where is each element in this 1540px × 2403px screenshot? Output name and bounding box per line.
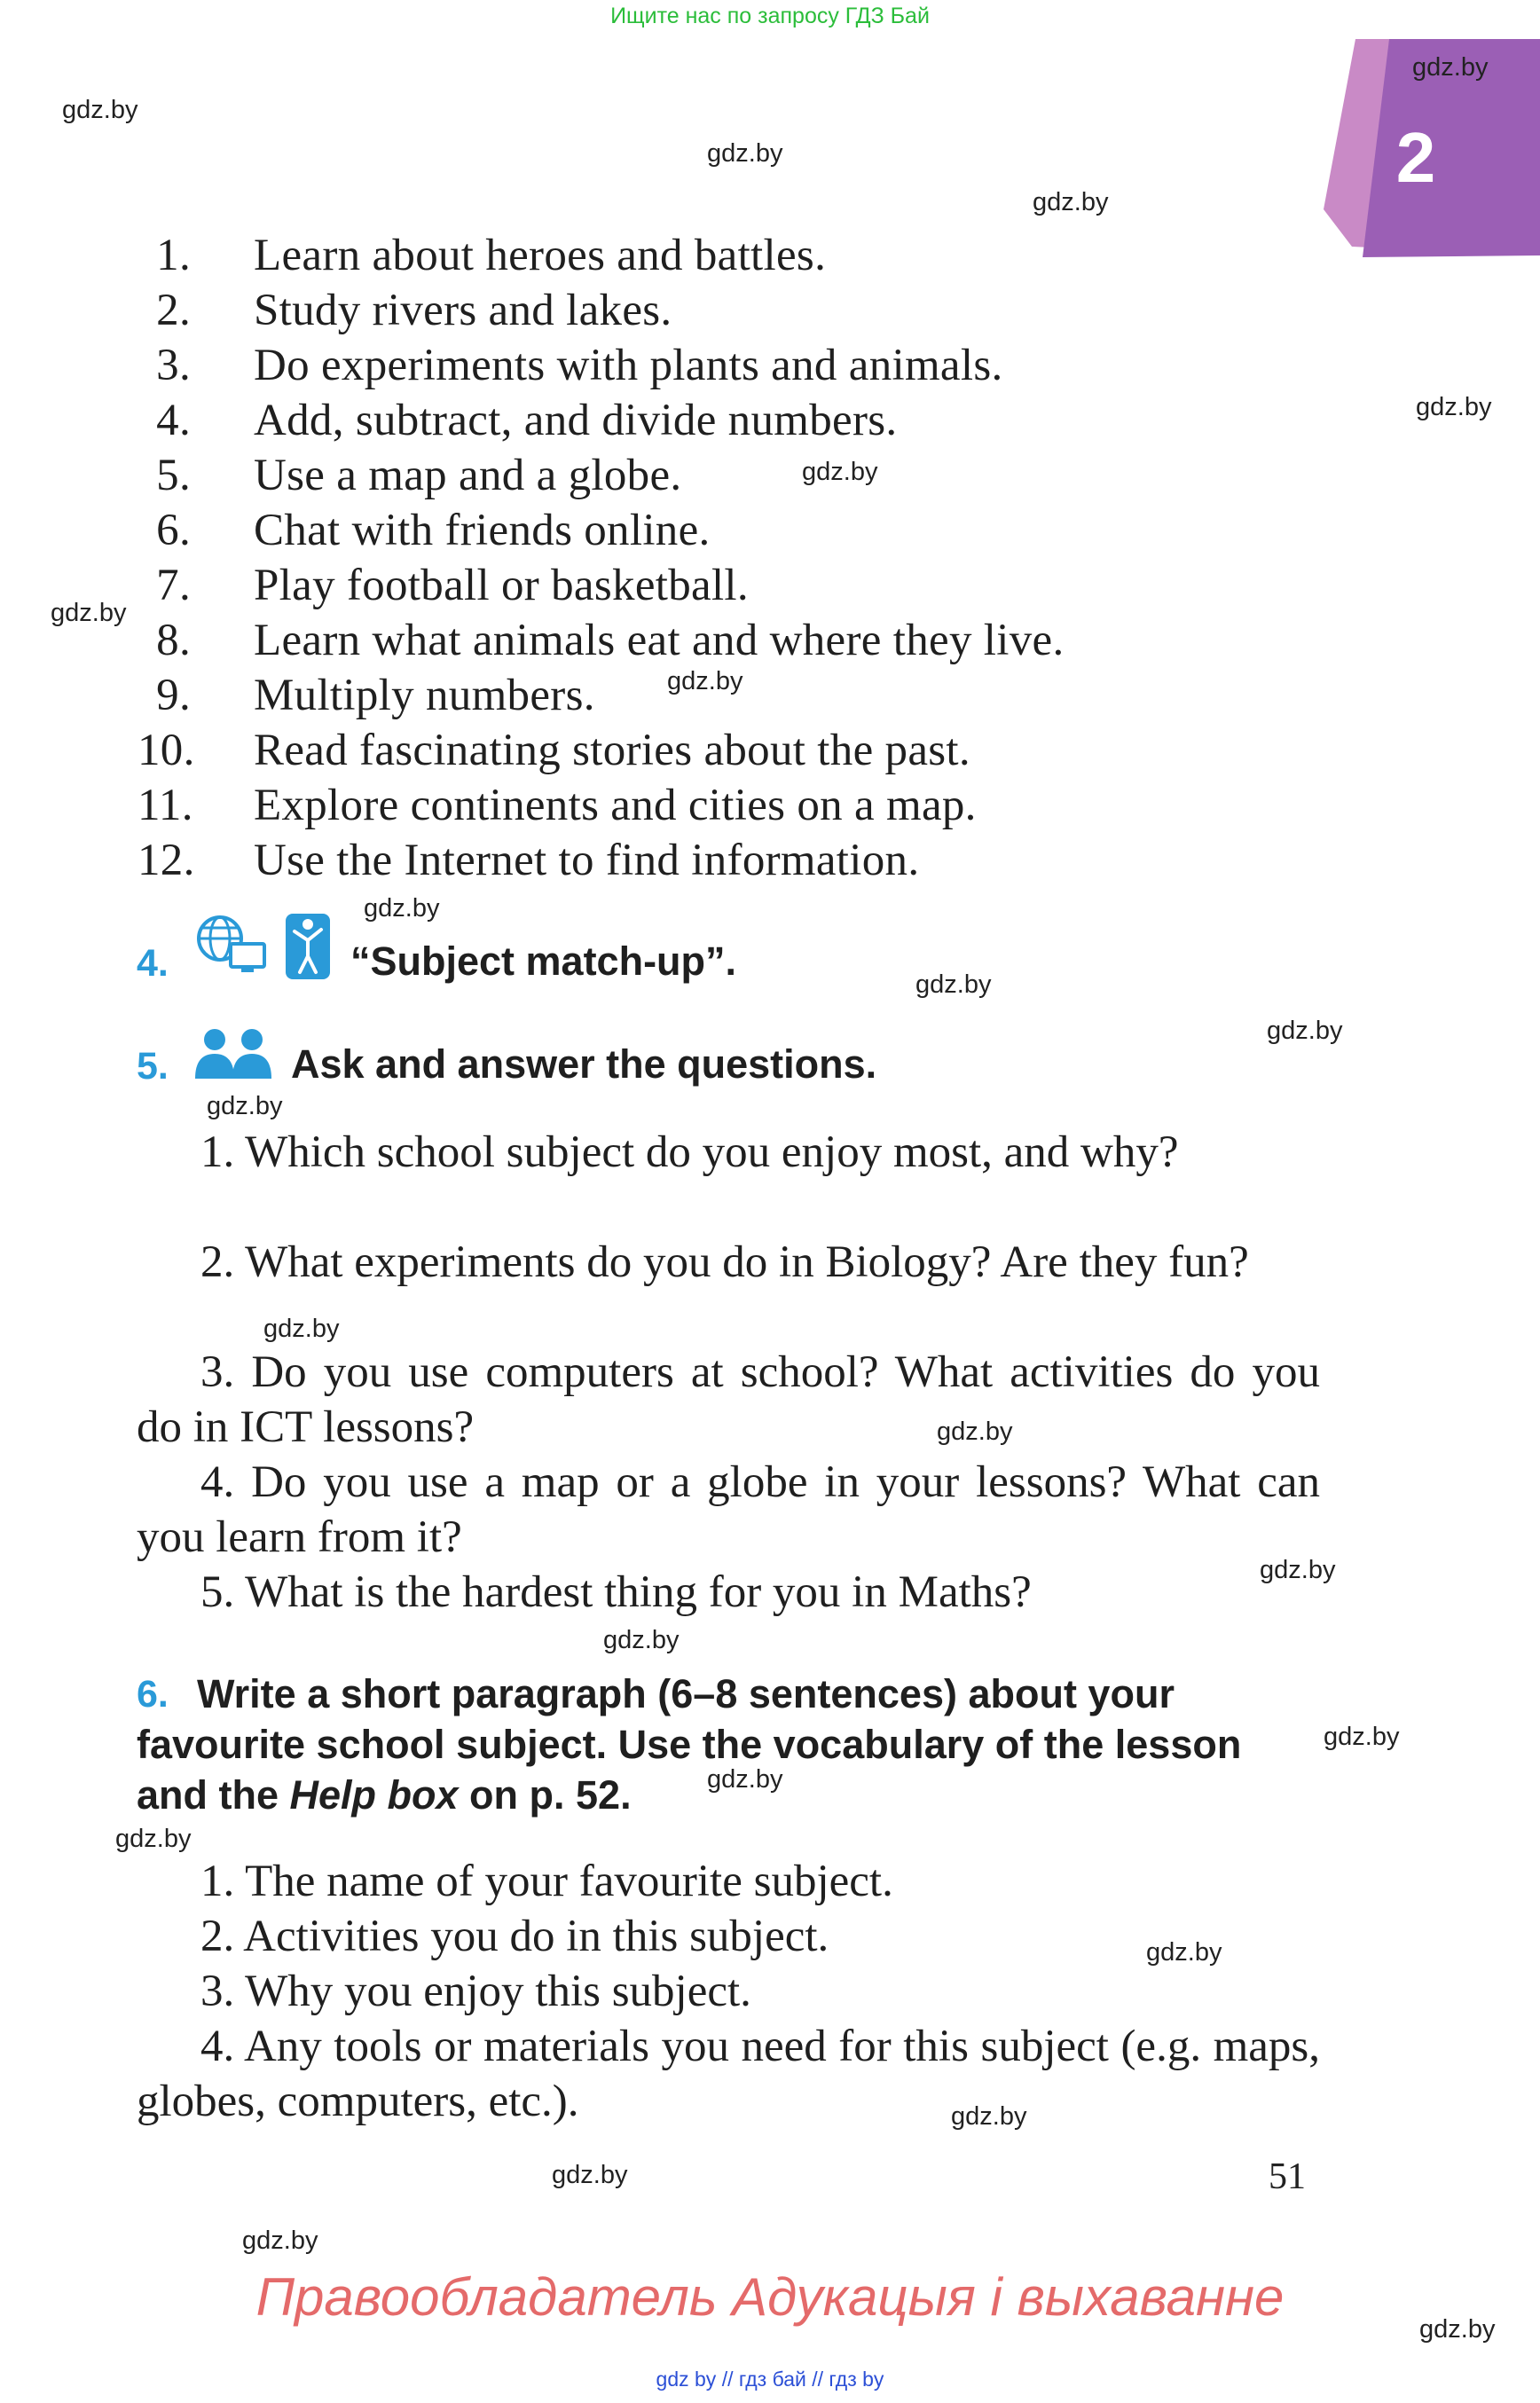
rights-holder: Правообладатель Адукацыя і выхаванне <box>255 2267 1285 2327</box>
writing-point: 1. The name of your favourite subject. <box>200 1857 893 1906</box>
watermark: gdz.by <box>51 599 127 627</box>
watermark: gdz.by <box>1146 1938 1222 1967</box>
task-6-number: 6. <box>137 1673 169 1716</box>
writing-point: 4. Any tools or materials you need for this subject (e.g. maps, globes, computers, etc.). <box>137 2022 1320 2126</box>
watermark: gdz.by <box>915 970 992 999</box>
activity-person-icon <box>284 912 332 981</box>
task-4-title: “Subject match-up”. <box>350 938 737 984</box>
task-5-title: Ask and answer the questions. <box>291 1041 877 1087</box>
question: 1. Which school subject do you enjoy most, and why? <box>200 1127 1179 1177</box>
watermark: gdz.by <box>951 2102 1027 2131</box>
watermark: gdz.by <box>1033 188 1109 216</box>
watermark: gdz.by <box>263 1315 340 1343</box>
task-4-number: 4. <box>137 942 169 985</box>
watermark: gdz.by <box>62 96 138 124</box>
watermark: gdz.by <box>707 1765 783 1794</box>
watermark: gdz.by <box>1260 1556 1336 1584</box>
question: 3. Do you use computers at school? What activities do you do in ICT lessons? <box>137 1347 1320 1452</box>
task-6-line-2: favourite school subject. Use the vocabulary of the lesson <box>137 1722 1242 1767</box>
watermark: gdz.by <box>802 458 878 486</box>
task-5-number: 5. <box>137 1045 169 1088</box>
writing-point: 2. Activities you do in this subject. <box>200 1912 829 1961</box>
question: 2. What experiments do you do in Biology? Are they fun? <box>200 1237 1249 1287</box>
globe-computer-icon <box>193 914 268 976</box>
watermark: gdz.by <box>207 1092 283 1120</box>
top-search-note: Ищите нас по запросу ГДЗ Бай <box>610 4 930 28</box>
page-number: 51 <box>1269 2156 1306 2197</box>
watermark: gdz.by <box>937 1417 1013 1446</box>
watermark: gdz.by <box>115 1825 192 1853</box>
watermark: gdz.by <box>1419 2315 1496 2344</box>
watermark: gdz.by <box>1324 1723 1400 1751</box>
unit-number: 2 <box>1395 118 1436 197</box>
watermark: gdz.by <box>603 1626 680 1654</box>
watermark: gdz.by <box>667 667 743 695</box>
watermark: gdz.by <box>1416 393 1492 421</box>
bottom-note: gdz by // гдз бай // гдз by <box>656 2368 884 2391</box>
pair-work-icon <box>193 1027 275 1080</box>
watermark: gdz.by <box>1267 1017 1343 1045</box>
watermark: gdz.by <box>364 894 440 923</box>
task-6-line-1: Write a short paragraph (6–8 sentences) about your <box>197 1671 1175 1716</box>
writing-point: 3. Why you enjoy this subject. <box>200 1967 751 2016</box>
question: 5. What is the hardest thing for you in Maths? <box>200 1567 1032 1617</box>
task-6-line-3: and the Help box on p. 52. <box>137 1772 632 1818</box>
watermark: gdz.by <box>1412 53 1489 82</box>
watermark: gdz.by <box>552 2161 628 2189</box>
watermark: gdz.by <box>707 139 783 168</box>
question: 4. Do you use a map or a globe in your lessons? What can you learn from it? <box>137 1457 1320 1562</box>
watermark: gdz.by <box>242 2226 318 2255</box>
